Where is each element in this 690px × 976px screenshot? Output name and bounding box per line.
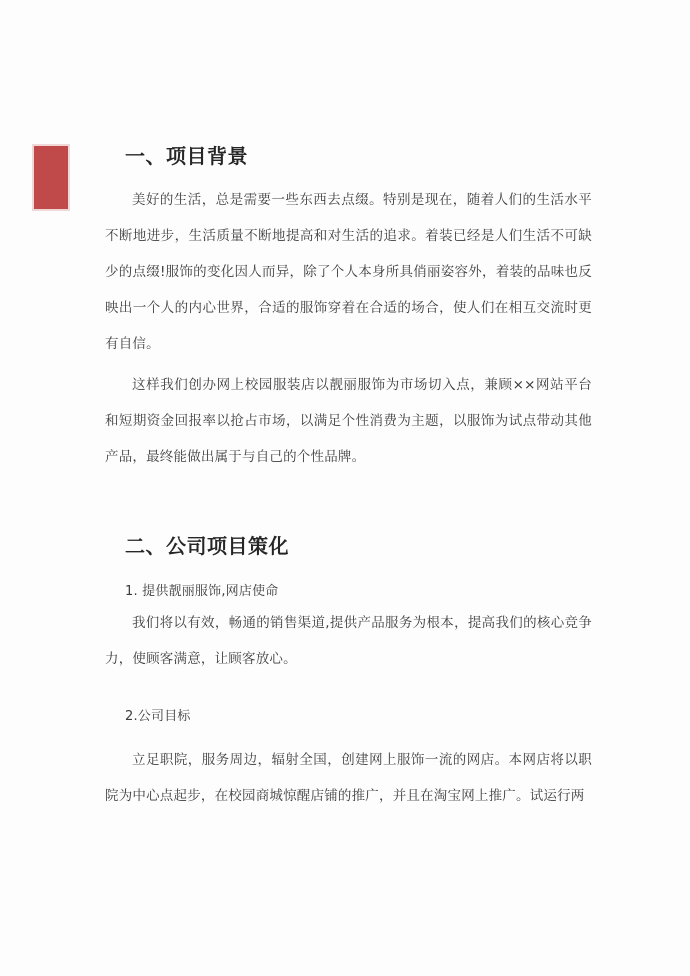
red-accent-block (32, 144, 70, 211)
subheading-company-goals: 2.公司目标 (125, 709, 191, 724)
paragraph-market-entry: 这样我们创办网上校园服装店以靓丽服饰为市场切入点，兼顾××网站平台和短期资金回报率以抢占市场，以满足个性消费为主题，以服饰为试点带动其他产品，最终能做出属于与自己的个性品牌。 (105, 377, 592, 465)
section-heading-company-planning: 二、公司项目策化 (125, 534, 289, 558)
paragraph-company-goals: 立足职院，服务周边，辐射全国，创建网上服饰一流的网店。本网店将以职院为中心点起步，在校园商城惊醒店铺的推广，并且在淘宝网上推广。试运行两 (105, 752, 592, 804)
section-heading-project-background: 一、项目背景 (125, 144, 248, 168)
subheading-store-mission: 1. 提供靓丽服饰,网店使命 (125, 584, 279, 599)
paragraph-project-background-intro: 美好的生活，总是需要一些东西去点缀。特别是现在，随着人们的生活水平不断地进步，生活质量不断地提高和对生活的追求。着装已经是人们生活不可缺少的点缀!服饰的变化因人而异，除了个人本身所具俏丽姿容外，着装的品味也反映出一个人的内心世界，合适的服饰穿着在合适的场合，使人们在相互交流时更有自信。 (105, 192, 592, 352)
paragraph-sales-channel: 我们将以有效，畅通的销售渠道,提供产品服务为根本，提高我们的核心竞争力，使顾客满意，让顾客放心。 (105, 615, 592, 667)
